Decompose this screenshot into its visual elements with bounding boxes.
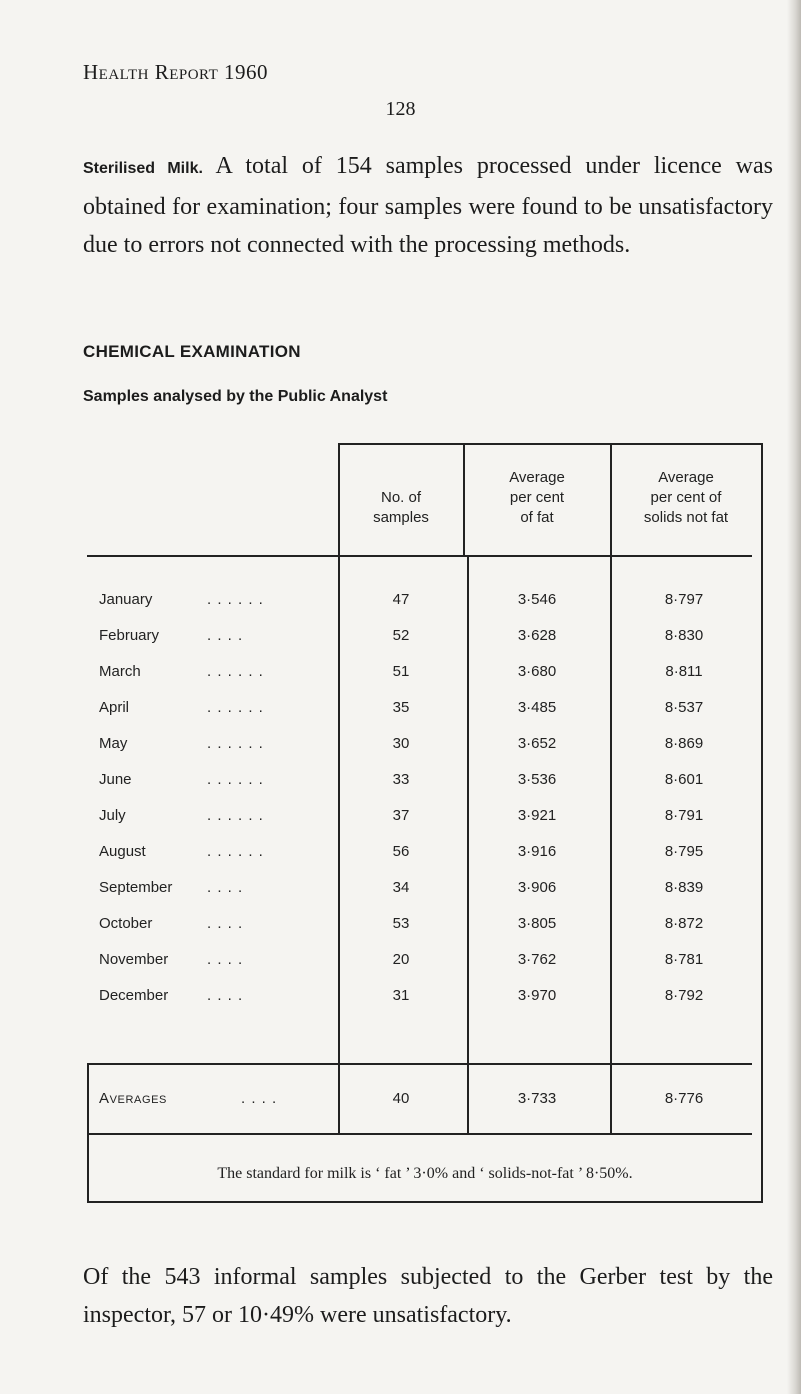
intro-lead: Sterilised Milk. xyxy=(83,160,203,177)
running-head: Health Report 1960 xyxy=(83,60,269,84)
cell-samples: 20 xyxy=(392,951,410,968)
averages-label: Averages xyxy=(99,1090,167,1107)
cell-samples: 31 xyxy=(392,987,410,1004)
cell-snf: 8·537 xyxy=(664,699,704,716)
table-subheading: Samples analysed by the Public Analyst xyxy=(83,388,388,405)
cell-samples: 53 xyxy=(392,915,410,932)
cell-snf: 8·811 xyxy=(665,663,703,680)
col-head-samples xyxy=(340,488,462,528)
averages-snf: 8·776 xyxy=(664,1090,704,1107)
leader-dots: . . . . . . xyxy=(207,807,264,824)
cell-samples: 34 xyxy=(392,879,410,896)
page-number: 128 xyxy=(385,98,416,120)
cell-snf: 8·791 xyxy=(664,807,704,824)
cell-fat: 3·652 xyxy=(517,735,557,752)
cell-fat: 3·916 xyxy=(517,843,557,860)
cell-samples: 35 xyxy=(392,699,410,716)
cell-fat: 3·546 xyxy=(517,591,557,608)
cell-month: February xyxy=(99,627,160,644)
leader-dots: . . . . . . xyxy=(207,771,264,788)
cell-snf: 8·601 xyxy=(664,771,704,788)
cell-fat: 3·921 xyxy=(517,807,557,824)
cell-fat: 3·628 xyxy=(517,627,557,644)
cell-fat: 3·680 xyxy=(517,663,557,680)
col-head-samples-line2: samples xyxy=(373,509,429,526)
cell-month: March xyxy=(99,663,141,680)
cell-snf: 8·872 xyxy=(664,915,704,932)
leader-dots: . . . . . . xyxy=(207,591,264,608)
leader-dots: . . . . xyxy=(207,879,244,896)
cell-month: June xyxy=(99,771,132,788)
cell-fat: 3·970 xyxy=(517,987,557,1004)
col-head-fat-line1: Average xyxy=(509,469,565,486)
cell-snf: 8·797 xyxy=(664,591,704,608)
cell-snf: 8·781 xyxy=(664,951,704,968)
section-heading: CHEMICAL EXAMINATION xyxy=(83,342,301,361)
table-row xyxy=(87,987,763,1023)
analysis-table xyxy=(87,443,763,1203)
cell-fat: 3·805 xyxy=(517,915,557,932)
intro-paragraph xyxy=(83,147,773,264)
cell-snf: 8·792 xyxy=(664,987,704,1004)
table-row xyxy=(87,771,763,807)
cell-samples: 52 xyxy=(392,627,410,644)
col-head-fat xyxy=(465,468,609,528)
table-row xyxy=(87,627,763,663)
col-head-samples-line1: No. of xyxy=(380,489,422,506)
cell-samples: 51 xyxy=(392,663,410,680)
table-row xyxy=(87,807,763,843)
leader-dots: . . . . . . xyxy=(207,735,264,752)
cell-fat: 3·906 xyxy=(517,879,557,896)
table-row xyxy=(87,843,763,879)
col-head-snf-line1: Average xyxy=(658,469,714,486)
rule-note xyxy=(87,1133,752,1135)
cell-samples: 33 xyxy=(392,771,410,788)
leader-dots: . . . . xyxy=(207,627,244,644)
cell-month: October xyxy=(99,915,153,932)
cell-month: April xyxy=(99,699,130,716)
leader-dots: . . . . . . xyxy=(207,663,264,680)
col-head-snf-line2: per cent of xyxy=(650,489,722,506)
averages-samples: 40 xyxy=(392,1090,410,1107)
table-row xyxy=(87,735,763,771)
cell-samples: 56 xyxy=(392,843,410,860)
leader-dots: . . . . . . xyxy=(207,843,264,860)
cell-samples: 47 xyxy=(392,591,410,608)
col-head-snf-line3: solids not fat xyxy=(643,509,729,526)
cell-fat: 3·485 xyxy=(517,699,557,716)
cell-month: May xyxy=(99,735,128,752)
rule-header xyxy=(87,555,752,557)
standard-note: The standard for milk is ‘ fat ’ 3·0% and ‘ solids-not-fat ’ 8·50%. xyxy=(217,1165,633,1182)
table-row xyxy=(87,951,763,987)
cell-month: November xyxy=(99,951,169,968)
cell-fat: 3·762 xyxy=(517,951,557,968)
table-row xyxy=(87,699,763,735)
rule-averages xyxy=(87,1063,752,1065)
cell-samples: 37 xyxy=(392,807,410,824)
cell-month: December xyxy=(99,987,169,1004)
cell-snf: 8·795 xyxy=(664,843,704,860)
table-row xyxy=(87,879,763,915)
intro-text: A total of 154 samples processed under licence was obtained for examination; four samples were found to be unsatisfactory due to errors not connected with the processing methods. xyxy=(83,153,773,258)
cell-month: July xyxy=(99,807,126,824)
table-row xyxy=(87,663,763,699)
cell-snf: 8·869 xyxy=(664,735,704,752)
col-head-fat-line3: of fat xyxy=(520,509,554,526)
leader-dots: . . . . xyxy=(207,987,244,1004)
leader-dots: . . . . xyxy=(207,951,244,968)
cell-samples: 30 xyxy=(392,735,410,752)
averages-row xyxy=(87,1090,763,1126)
leader-dots: . . . . xyxy=(241,1090,278,1107)
cell-fat: 3·536 xyxy=(517,771,557,788)
averages-fat: 3·733 xyxy=(517,1090,557,1107)
leader-dots: . . . . . . xyxy=(207,699,264,716)
cell-snf: 8·830 xyxy=(664,627,704,644)
cell-month: August xyxy=(99,843,146,860)
rule-bottom xyxy=(87,1201,763,1203)
cell-snf: 8·839 xyxy=(664,879,704,896)
closing-paragraph: Of the 543 informal samples subjected to the Gerber test by the inspector, 57 or 10·49% were unsatisfactory. xyxy=(83,1264,773,1328)
leader-dots: . . . . xyxy=(207,915,244,932)
table-row xyxy=(87,591,763,627)
table-row xyxy=(87,915,763,951)
cell-month: January xyxy=(99,591,153,608)
col-head-snf xyxy=(612,468,760,528)
rule-top xyxy=(339,443,763,445)
page-edge-shadow xyxy=(787,0,801,1394)
col-head-fat-line2: per cent xyxy=(509,489,565,506)
cell-month: September xyxy=(99,879,173,896)
